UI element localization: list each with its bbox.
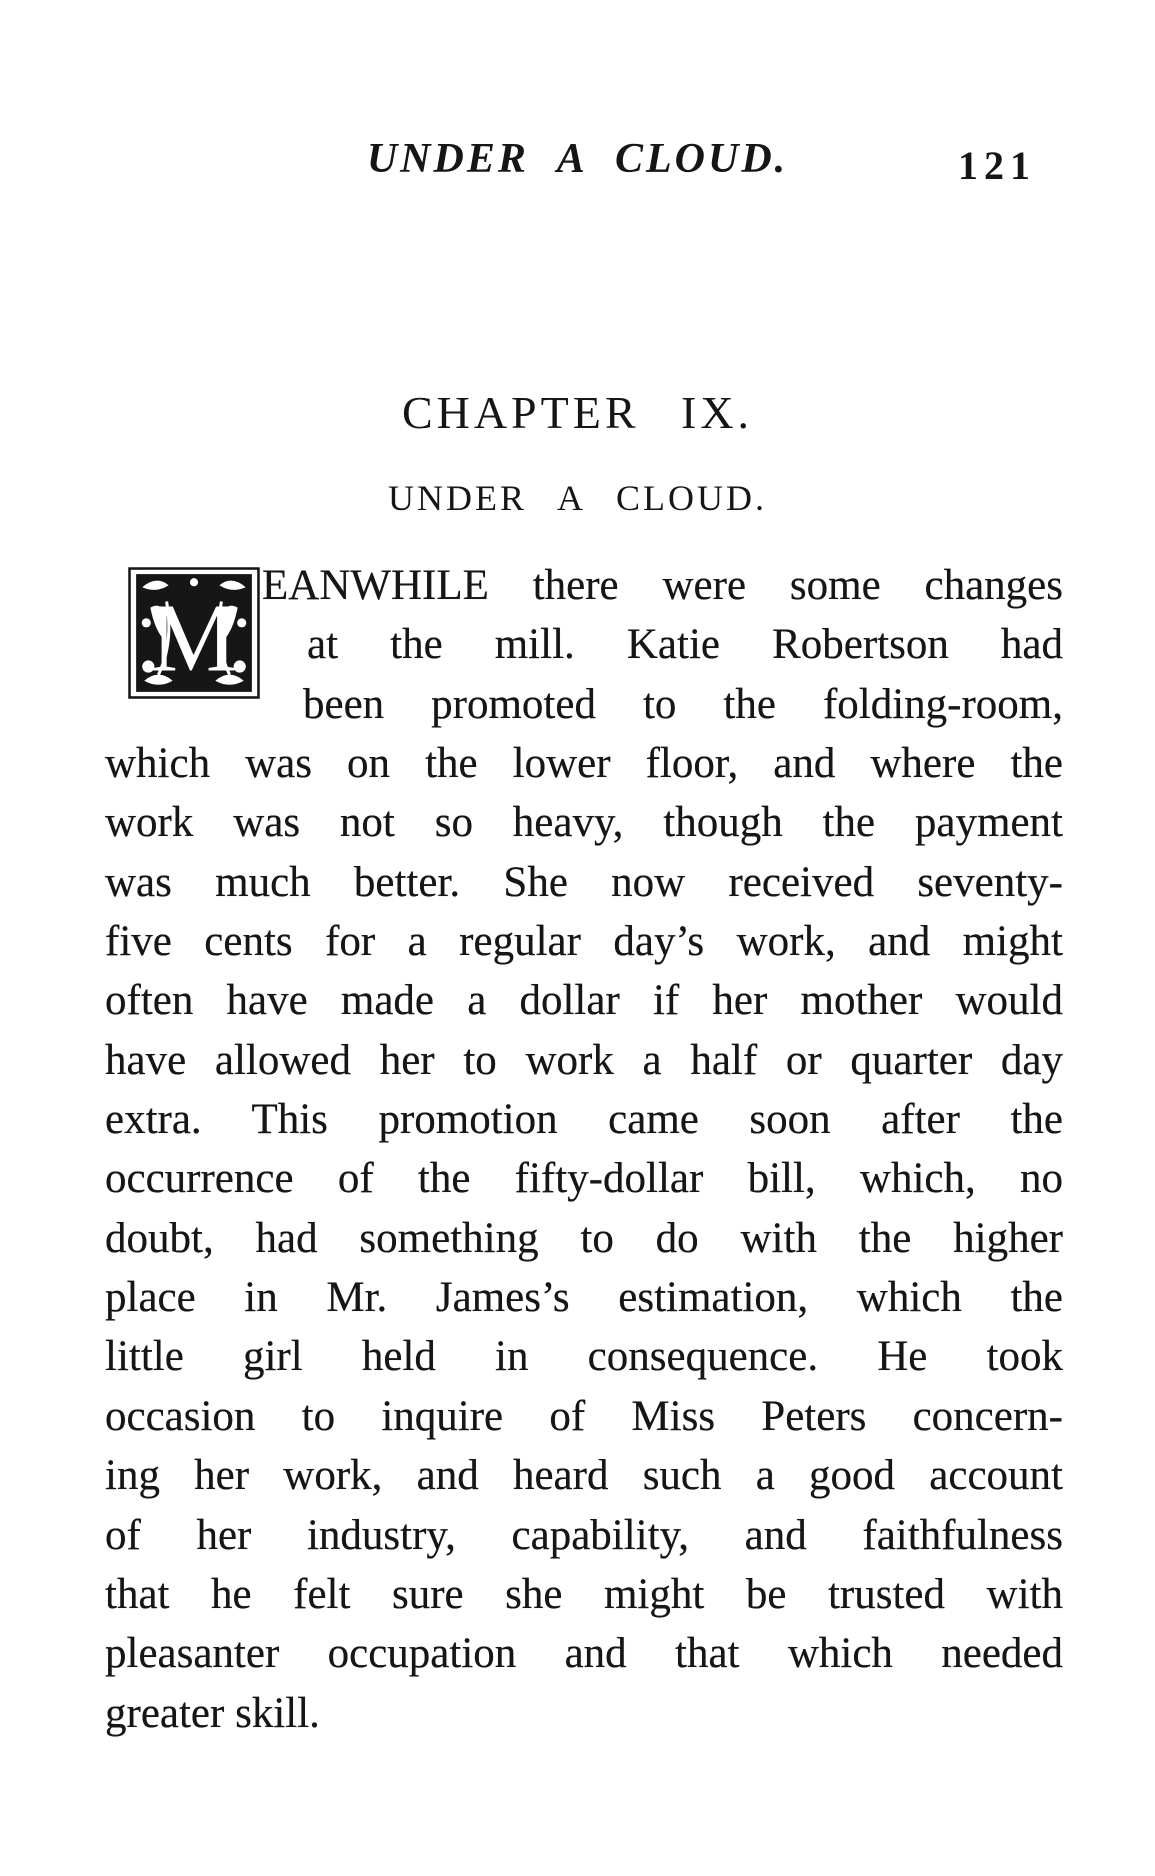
chapter-heading: CHAPTER IX. [401,387,754,438]
body-line: of her industry, capability, and faithfulness [105,1511,1063,1559]
body-line: work was not so heavy, though the payment [105,799,1063,847]
body-line: greater skill. [105,1689,320,1737]
body-line: at the mill. Katie Robertson had [307,621,1063,669]
body-line: five cents for a regular day’s work, and might [105,918,1063,966]
body-line: have allowed her to work a half or quarter day [105,1036,1063,1084]
drop-cap-letter: M [150,584,238,693]
body-line: that he felt sure she might be trusted with [105,1570,1063,1618]
body-line: often have made a dollar if her mother would [105,977,1063,1025]
body-paragraph [105,556,1063,1743]
body-line: pleasanter occupation and that which needed [105,1630,1063,1678]
body-line: extra. This promotion came soon after the [105,1096,1063,1144]
body-line: occurrence of the fifty-dollar bill, which, no [105,1155,1063,1203]
body-line: little girl held in consequence. He took [105,1333,1063,1381]
body-line: ing her work, and heard such a good account [105,1452,1063,1500]
body-line: occasion to inquire of Miss Peters concern- [105,1392,1063,1440]
body-line: doubt, had something to do with the higher [105,1214,1063,1262]
body-line: been promoted to the folding-room, [303,680,1063,728]
body-line: was much better. She now received seventy- [105,858,1063,906]
body-line: EANWHILE there were some changes [262,562,1063,609]
body-line: which was on the lower floor, and where the [105,740,1063,788]
running-head-title: UNDER A CLOUD. [366,136,789,182]
page-number: 121 [958,143,1036,188]
chapter-subtitle: UNDER A CLOUD. [387,478,768,518]
body-line: place in Mr. James’s estimation, which the [105,1274,1063,1322]
